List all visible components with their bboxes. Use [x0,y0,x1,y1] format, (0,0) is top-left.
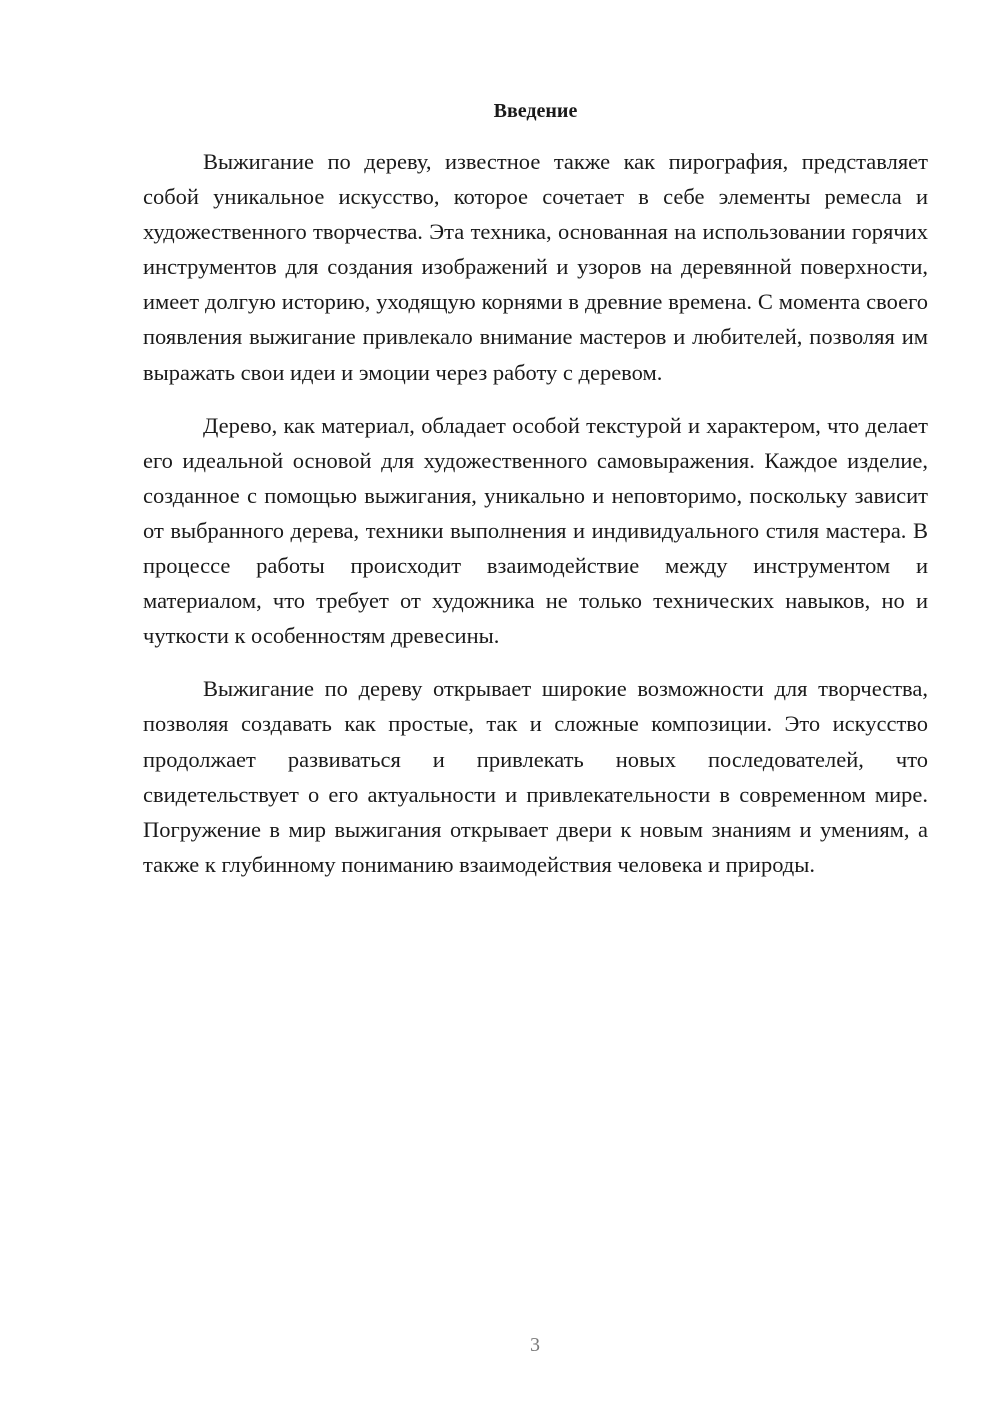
page-number: 3 [530,1334,540,1356]
section-heading: Введение [493,100,578,122]
body-text [143,144,928,900]
paragraph-2: Дерево, как материал, обладает особой текстурой и характером, что делает его идеальной основой для художественного самовыражения. Каждое изделие, созданное с помощью выжигания, уникально и неповторимо, поскольку зависит от выбранного дерева, техники выполнения и индивидуального стиля мастера. В процессе работы происходит взаимодействие между инструментом и материалом, что требует от художника не только технических навыков, но и чуткости к особенностям древесины. [143,412,928,649]
paragraph-1: Выжигание по дереву, известное также как пирография, представляет собой уникальное искусство, которое сочетает в себе элементы ремесла и художественного творчества. Эта техника, основанная на использовании горячих инструментов для создания изображений и узоров на деревянной поверхности, имеет долгую историю, уходящую корнями в древние времена. С момента своего появления выжигание привлекало внимание мастеров и любителей, позволяя им выражать свои идеи и эмоции через работу с деревом. [143,149,928,385]
paragraph-3: Выжигание по дереву открывает широкие возможности для творчества, позволяя создавать как простые, так и сложные композиции. Это искусство продолжает развиваться и привлекать новых последователей, что свидетельствует о его актуальности и привлекательности в современном мире. Погружение в мир выжигания открывает двери к новым знаниям и умениям, а также к глубинному пониманию взаимодействия человека и природы. [143,676,928,877]
